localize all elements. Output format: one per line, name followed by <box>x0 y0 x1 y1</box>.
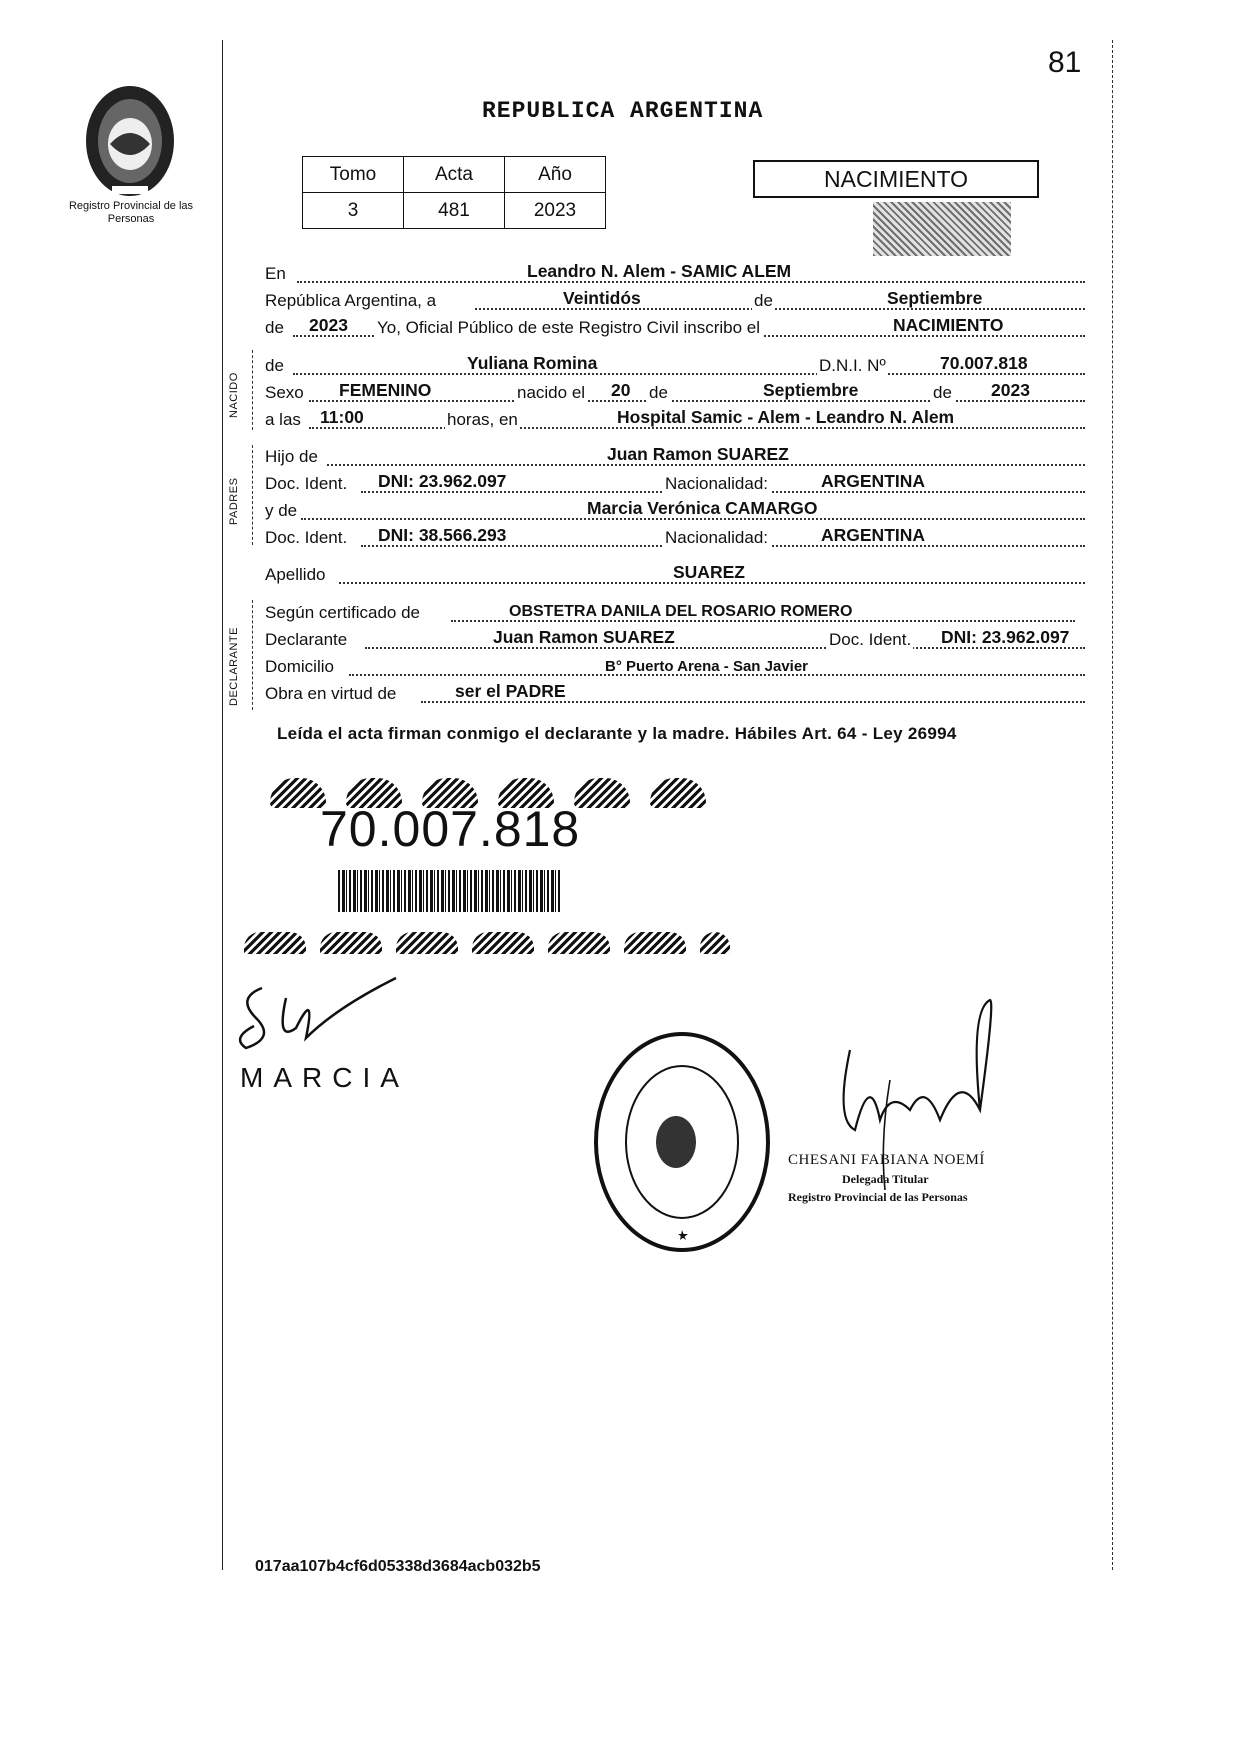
registry-mark-icon <box>270 778 326 808</box>
label-nacionalidad: Nacionalidad: <box>665 474 769 493</box>
label-obra: Obra en virtud de <box>265 684 397 703</box>
side-label-padres: PADRES <box>228 477 240 525</box>
page-number: 81 <box>1048 46 1082 79</box>
official-name: CHESANI FABIANA NOEMÍ <box>788 1152 985 1168</box>
value-dni: 70.007.818 <box>940 353 1028 373</box>
label-nacionalidad: Nacionalidad: <box>665 528 769 547</box>
label-a-las: a las <box>265 410 301 429</box>
registry-mark-icon <box>472 932 534 954</box>
value-declarante-doc: DNI: 23.962.097 <box>941 627 1070 647</box>
row-padre <box>265 443 1085 469</box>
official-stamp-text <box>560 1230 820 1250</box>
registry-mark-icon <box>548 932 610 954</box>
row-madre-doc <box>265 524 1085 550</box>
registry-mark-icon <box>624 932 686 954</box>
value-mes: Septiembre <box>887 288 983 308</box>
closing-text: Leída el acta firman conmigo el declarante y la madre. Hábiles Art. 64 - Ley 26994 <box>277 724 957 743</box>
label-en: En <box>265 264 286 283</box>
value-madre: Marcia Verónica CAMARGO <box>587 498 818 518</box>
row-sexo <box>265 379 1085 405</box>
label-de: de <box>649 383 668 402</box>
value-tomo: 3 <box>303 193 404 229</box>
value-nac-dia: 20 <box>611 380 631 400</box>
provincial-seal-icon <box>82 82 178 200</box>
row-apellido <box>265 561 1085 587</box>
row-certificado <box>265 599 1075 625</box>
act-type-box: NACIMIENTO <box>753 160 1039 198</box>
stamp-number: 70.007.818 <box>320 801 581 857</box>
official-stamp <box>592 1030 772 1255</box>
row-obra <box>265 680 1085 706</box>
value-domicilio: B° Puerto Arena - San Javier <box>605 658 809 675</box>
header-tomo: Tomo <box>303 157 404 193</box>
header-anio: Año <box>505 157 606 193</box>
value-dia: Veintidós <box>563 288 641 308</box>
registry-mark-icon <box>574 778 630 808</box>
value-anio: 2023 <box>505 193 606 229</box>
value-sexo: FEMENINO <box>339 380 432 400</box>
label-de: de <box>754 291 773 310</box>
label-declarante: Declarante <box>265 630 348 649</box>
row-fecha <box>265 287 1085 313</box>
label-doc-ident: Doc. Ident. <box>265 528 348 547</box>
barcode <box>338 870 560 912</box>
value-certificado: OBSTETRA DANILA DEL ROSARIO ROMERO <box>509 603 853 620</box>
label-dni: D.N.I. Nº <box>819 356 886 375</box>
label-nacido-el: nacido el <box>517 383 586 402</box>
section-divider <box>252 445 253 545</box>
value-padre-doc: DNI: 23.962.097 <box>378 471 507 491</box>
label-de: de <box>265 318 284 337</box>
row-hora <box>265 406 1085 432</box>
value-anio: 2023 <box>309 315 348 335</box>
declarant-signature <box>226 968 426 1058</box>
registry-mark-icon <box>320 932 382 954</box>
label-doc-ident: Doc. Ident. <box>265 474 348 493</box>
value-declarante: Juan Ramon SUAREZ <box>493 627 675 647</box>
label-segun-certificado: Según certificado de <box>265 603 420 622</box>
value-obra: ser el PADRE <box>455 681 566 701</box>
label-republica: República Argentina, a <box>265 291 437 310</box>
value-apellido: SUAREZ <box>673 562 745 582</box>
left-margin-line <box>222 40 223 1570</box>
value-madre-doc: DNI: 38.566.293 <box>378 525 507 545</box>
side-label-declarante: DECLARANTE <box>228 627 240 706</box>
value-acto: NACIMIENTO <box>893 315 1004 335</box>
section-divider <box>252 350 253 430</box>
label-doc-ident: Doc. Ident. <box>829 630 912 649</box>
register-table <box>302 156 606 229</box>
value-lugar-nac: Hospital Samic - Alem - Leandro N. Alem <box>617 407 955 427</box>
label-yo-oficial: Yo, Oficial Público de este Registro Civil inscribo el <box>377 318 760 337</box>
registry-mark-icon <box>650 778 706 808</box>
label-apellido: Apellido <box>265 565 326 584</box>
row-madre <box>265 497 1085 523</box>
label-hijo-de: Hijo de <box>265 447 318 466</box>
security-pattern <box>873 202 1011 256</box>
document-hash: 017aa107b4cf6d05338d3684acb032b5 <box>255 1558 541 1575</box>
value-hora: 11:00 <box>320 407 364 427</box>
row-inscripcion <box>265 314 1085 340</box>
value-acta: 481 <box>404 193 505 229</box>
registry-marks-bottom <box>244 932 744 959</box>
row-lugar <box>265 260 1085 286</box>
official-office: Registro Provincial de las Personas <box>788 1190 968 1204</box>
provincial-seal <box>82 82 178 200</box>
value-madre-nac: ARGENTINA <box>821 525 926 545</box>
row-domicilio <box>265 653 1085 679</box>
value-nombre: Yuliana Romina <box>467 353 598 373</box>
value-lugar: Leandro N. Alem - SAMIC ALEM <box>527 261 792 281</box>
value-nac-anio: 2023 <box>991 380 1030 400</box>
section-divider <box>252 600 253 710</box>
side-label-nacido: NACIDO <box>228 372 240 418</box>
label-de: de <box>933 383 952 402</box>
handwritten-name: MARCIA <box>240 1062 409 1093</box>
label-sexo: Sexo <box>265 383 304 402</box>
agency-name: Registro Provincial de las Personas <box>68 200 194 225</box>
label-y-de: y de <box>265 501 298 520</box>
row-nombre <box>265 352 1085 378</box>
registry-mark-icon <box>244 932 306 954</box>
official-stamp-icon <box>592 1030 772 1255</box>
label-domicilio: Domicilio <box>265 657 334 676</box>
registry-mark-icon <box>396 932 458 954</box>
header-acta: Acta <box>404 157 505 193</box>
right-margin-line <box>1112 40 1113 1570</box>
label-de: de <box>265 356 284 375</box>
label-horas-en: horas, en <box>447 410 518 429</box>
row-declarante <box>265 626 1085 652</box>
document-title: REPUBLICA ARGENTINA <box>482 98 764 124</box>
value-padre-nac: ARGENTINA <box>821 471 926 491</box>
value-padre: Juan Ramon SUAREZ <box>607 444 789 464</box>
official-title: Delegada Titular <box>842 1172 929 1186</box>
row-padre-doc <box>265 470 1085 496</box>
value-nac-mes: Septiembre <box>763 380 859 400</box>
registry-mark-icon <box>700 932 730 954</box>
